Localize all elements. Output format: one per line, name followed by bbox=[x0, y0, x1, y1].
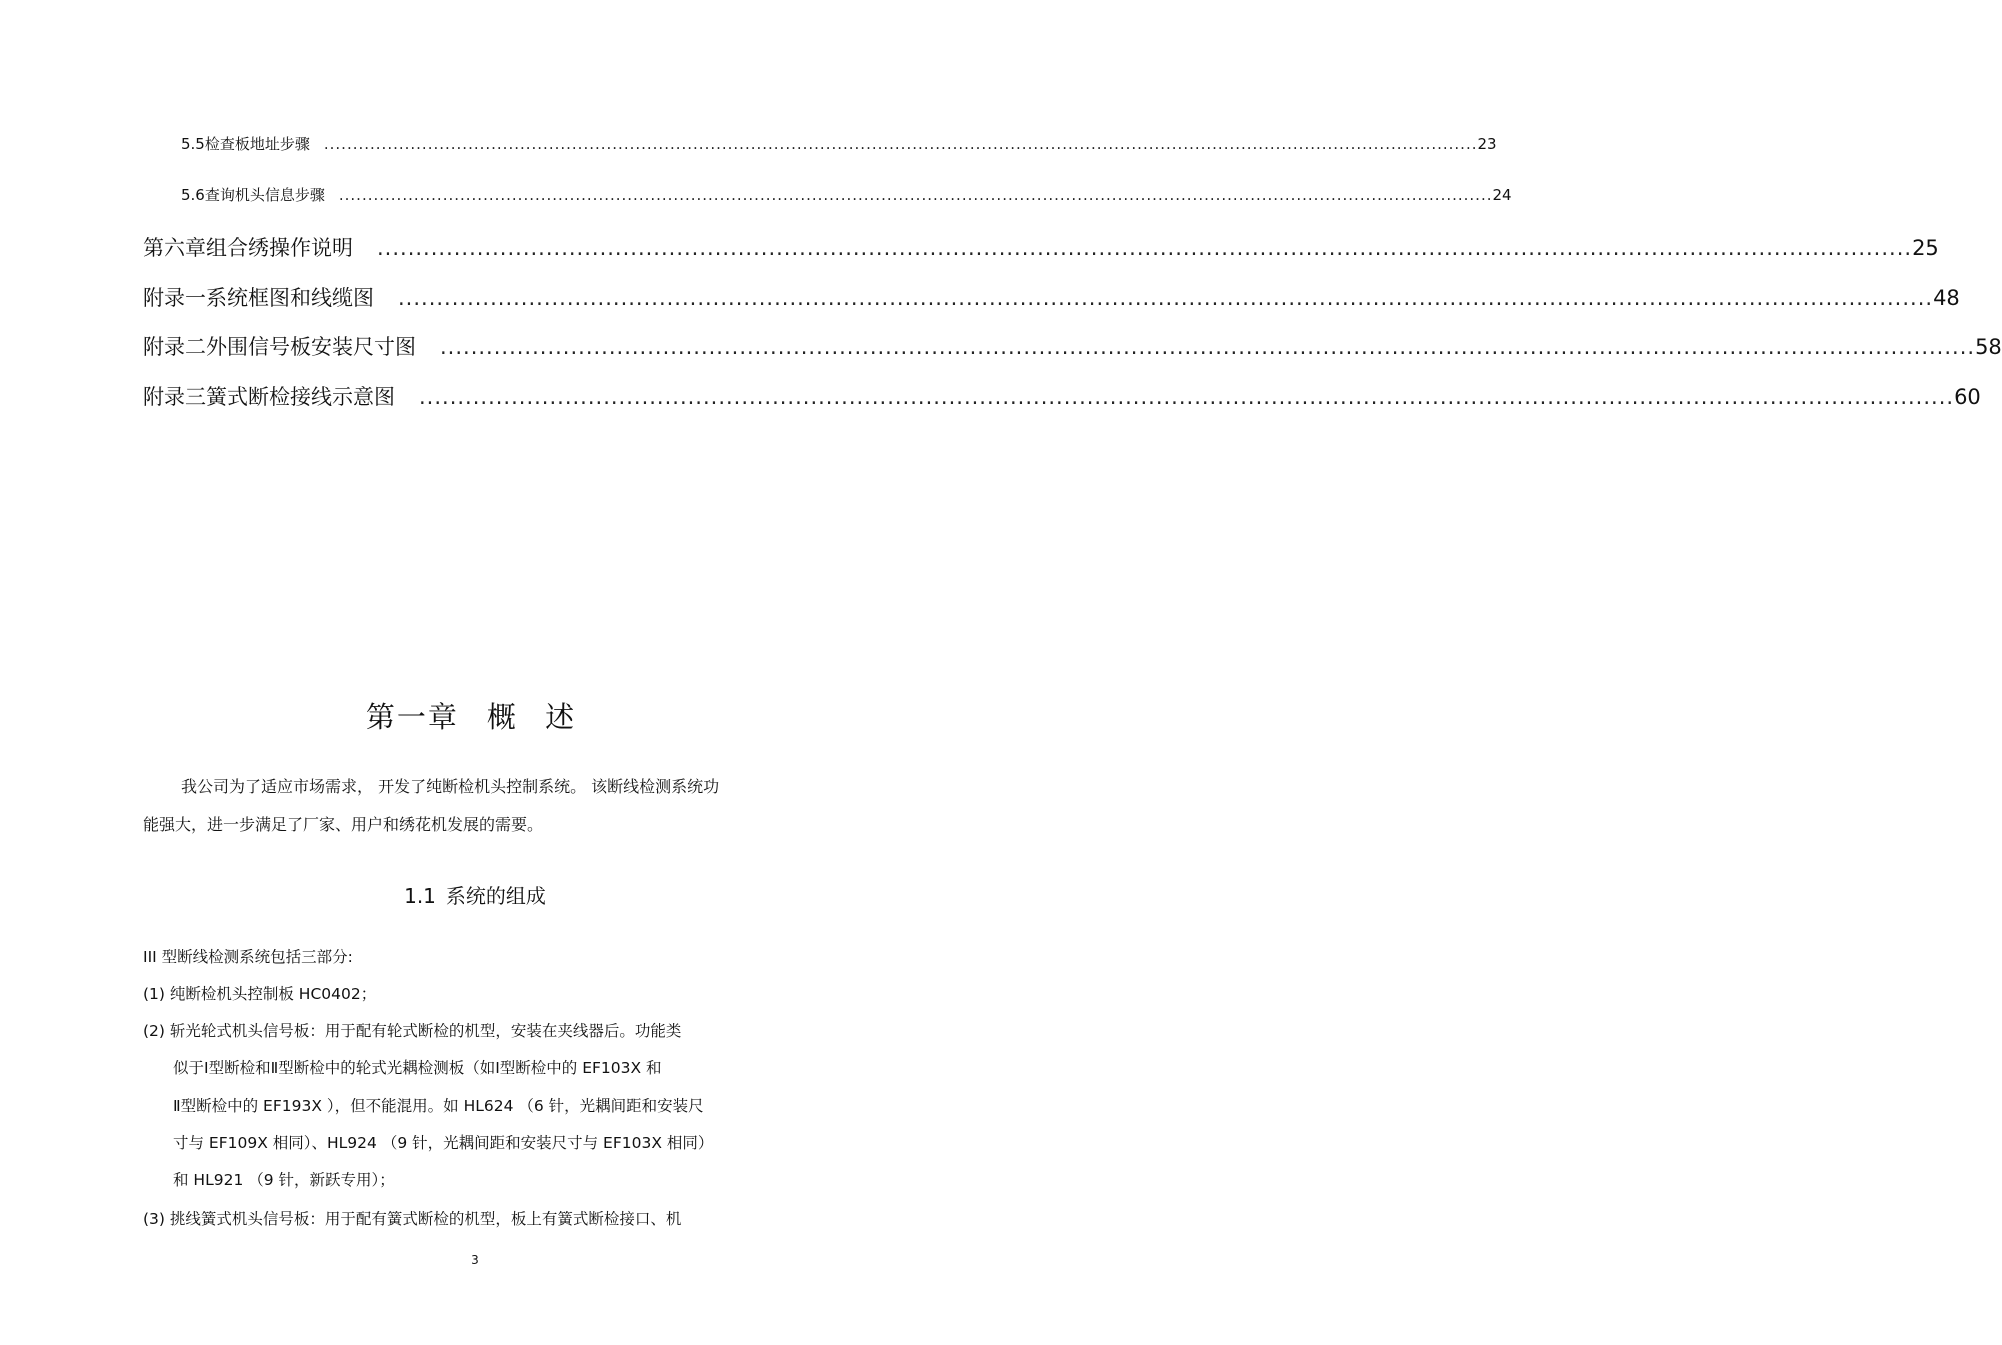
list-item-continuation: Ⅱ型断检中的 EF193X ），但不能混用。如 HL624 （6 针，光耦间距和安装尺 bbox=[173, 1097, 704, 1115]
toc-item[interactable] bbox=[181, 133, 1497, 154]
chapter-name: 概 述 bbox=[486, 700, 585, 734]
toc-item[interactable] bbox=[143, 381, 1981, 411]
toc-item-number: 附录二 bbox=[143, 335, 206, 359]
body-line: III 型断线检测系统包括三部分: bbox=[143, 948, 353, 966]
toc-leader-dots: ........................................................................................................................................................................................................ bbox=[338, 186, 1493, 204]
toc-item-page: 25 bbox=[1912, 236, 1939, 260]
toc-item[interactable] bbox=[143, 282, 1960, 312]
intro-line: 能强大，进一步满足了厂家、用户和绣花机发展的需要。 bbox=[143, 815, 544, 834]
toc-item-title: 系统框图和线缆图 bbox=[206, 286, 374, 310]
toc-item-page: 58 bbox=[1975, 335, 2002, 359]
section-number: 1.1 bbox=[404, 884, 436, 908]
list-item-continuation: 和 HL921 （9 针，新跃专用）； bbox=[173, 1171, 395, 1189]
toc-item-page: 60 bbox=[1954, 385, 1981, 409]
list-item: (3) 挑线簧式机头信号板：用于配有簧式断检的机型，板上有簧式断检接口、机 bbox=[143, 1210, 682, 1228]
toc-leader-dots: ........................................................................................................................................................................................................ bbox=[440, 335, 1976, 359]
toc-leader-dots: ........................................................................................................................................................................................................ bbox=[419, 385, 1955, 409]
toc-item[interactable] bbox=[181, 184, 1512, 205]
list-item-continuation: 寸与 EF109X 相同）、HL924 （9 针，光耦间距和安装尺寸与 EF103X 相同） bbox=[173, 1134, 714, 1152]
section-title bbox=[0, 880, 950, 909]
toc-item-number: 5.5 bbox=[181, 135, 205, 153]
chapter-number: 第一章 bbox=[365, 700, 459, 734]
toc-item-title: 查询机头信息步骤 bbox=[204, 186, 325, 204]
toc-leader-dots: ........................................................................................................................................................................................................ bbox=[323, 135, 1478, 153]
toc-item-title: 组合绣操作说明 bbox=[206, 236, 353, 260]
toc-leader-dots: ........................................................................................................................................................................................................ bbox=[398, 286, 1934, 310]
list-item: (2) 斩光轮式机头信号板：用于配有轮式断检的机型，安装在夹线器后。功能类 bbox=[143, 1022, 682, 1040]
toc-item-page: 24 bbox=[1492, 186, 1512, 204]
toc-item-number: 附录三 bbox=[143, 385, 206, 409]
toc-item-title: 外围信号板安装尺寸图 bbox=[206, 335, 416, 359]
intro-line: 我公司为了适应市场需求， 开发了纯断检机头控制系统。 该断线检测系统功 bbox=[181, 777, 720, 796]
toc-item-number: 附录一 bbox=[143, 286, 206, 310]
section-name: 系统的组成 bbox=[445, 884, 546, 908]
page-number: 3 bbox=[471, 1253, 479, 1267]
toc-item[interactable] bbox=[143, 331, 2002, 361]
list-item-continuation: 似于Ⅰ型断检和Ⅱ型断检中的轮式光耦检测板（如Ⅰ型断检中的 EF103X 和 bbox=[173, 1059, 662, 1077]
toc-item-page: 23 bbox=[1477, 135, 1497, 153]
toc-item[interactable] bbox=[143, 232, 1939, 262]
list-item: (1) 纯断检机头控制板 HC0402； bbox=[143, 985, 377, 1003]
toc-item-title: 簧式断检接线示意图 bbox=[206, 385, 395, 409]
chapter-title bbox=[0, 695, 950, 736]
toc-item-number: 5.6 bbox=[181, 186, 205, 204]
toc-item-title: 检查板地址步骤 bbox=[204, 135, 310, 153]
toc-item-page: 48 bbox=[1933, 286, 1960, 310]
toc-item-number: 第六章 bbox=[143, 236, 206, 260]
toc-leader-dots: ........................................................................................................................................................................................................ bbox=[377, 236, 1913, 260]
